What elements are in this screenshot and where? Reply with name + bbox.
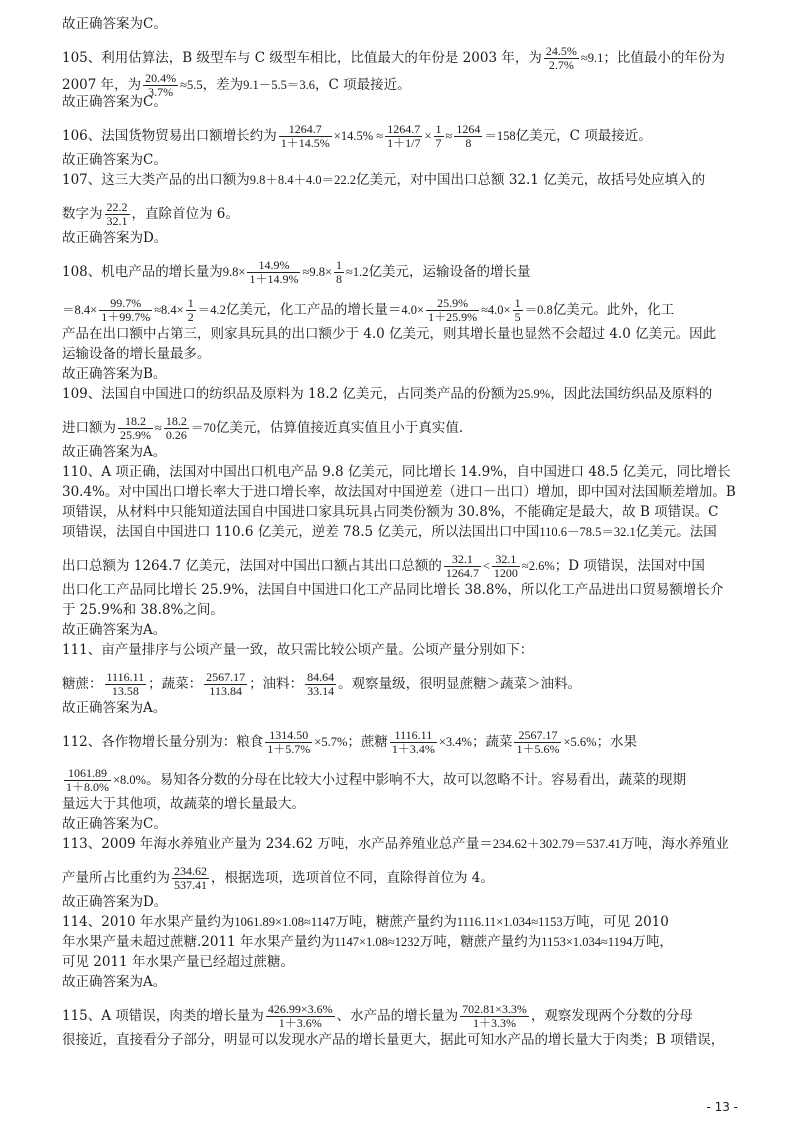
text-run: 产量所占比重约为 — [62, 870, 170, 886]
text-run: 。易知各分数的分母在比较大小过程中影响不大，故可以忽略不计。容易看出，蔬菜的现期 — [146, 772, 687, 788]
fraction — [334, 259, 344, 286]
q112-line-3 — [62, 794, 742, 814]
text-run: 114、2010 年水果产量约为 — [62, 914, 235, 930]
text-run: 1116.11×1.034≈1153 — [456, 915, 563, 929]
text-run: ；蔬菜 — [471, 734, 513, 750]
q113-line-2 — [62, 854, 742, 892]
q115-line-1 — [62, 992, 742, 1030]
text-run: ，C 项最接近。 — [315, 77, 411, 93]
text-run: 9.1－5.5＝3.6 — [243, 78, 316, 92]
q106-line-1 — [62, 112, 742, 150]
q115-line-2 — [62, 1030, 742, 1050]
denominator: 1＋14.5% — [280, 136, 330, 150]
text-run: 数字为 — [62, 206, 103, 222]
text-run: 30.4%。对中国出口增长率大于进口增长率，故法国对中国逆差（进口－出口）增加，即中国对法国顺差增加。B — [62, 484, 736, 500]
denominator: 1＋3.6% — [278, 1016, 322, 1030]
q108-line-4 — [62, 344, 742, 364]
answer-line — [62, 150, 742, 170]
fraction — [460, 1003, 529, 1030]
text-run: 万吨，可见 2010 — [562, 914, 669, 930]
text-run: 106、法国货物贸易出口额增长约为 — [62, 128, 277, 144]
text-run: ≈9.8× — [302, 265, 333, 279]
text-run: 故正确答案为C。 — [62, 16, 167, 32]
text-run: ≈1.2 — [346, 265, 369, 279]
numerator: 702.81×3.3% — [462, 1002, 527, 1016]
text-run: 4.0× — [401, 303, 425, 317]
text-run: ，直除首位为 6。 — [131, 206, 239, 222]
text-run-group — [62, 201, 239, 228]
denominator: 32.1 — [106, 214, 128, 228]
q109-line-2 — [62, 404, 742, 442]
fraction — [105, 201, 130, 228]
fraction — [118, 415, 153, 442]
text-run: 故正确答案为D。 — [62, 230, 168, 246]
text-run: 1153×1.034≈1194 — [541, 935, 633, 949]
fraction — [514, 729, 561, 756]
text-run: 产品在出口额中占第三，则家具玩具的出口额少于 4.0 亿美元，则其增长量也显然不会超过 4.0 亿美元。因此 — [62, 326, 717, 342]
denominator: 1＋5.6% — [516, 742, 560, 756]
fraction — [492, 553, 520, 580]
denominator: 1＋25.9% — [428, 310, 478, 324]
text-run: ≈ — [445, 129, 453, 143]
text-run: < — [482, 559, 490, 573]
numerator: 84.64 — [307, 670, 335, 684]
q109-line-1 — [62, 384, 742, 404]
answer-line — [62, 228, 742, 248]
denominator: 0.26 — [165, 428, 187, 442]
text-run: 故正确答案为A。 — [62, 974, 167, 990]
numerator: 426.99×3.6% — [267, 1002, 333, 1016]
q105-line-2 — [62, 71, 742, 99]
numerator: 1116.11 — [390, 729, 437, 743]
q112-line-2 — [62, 756, 742, 794]
text-run: 故正确答案为C。 — [62, 816, 167, 832]
fraction — [390, 729, 437, 756]
text-run: 万吨，糖蔗产量约为 — [419, 934, 542, 950]
denominator: 1＋14.9% — [249, 272, 299, 286]
text-run-group — [62, 553, 705, 580]
numerator: 234.62 — [174, 864, 207, 878]
text-run: × — [424, 129, 432, 143]
denominator: 5 — [514, 310, 521, 324]
text-run: ；D 项错误，法国对中国 — [554, 558, 705, 574]
denominator: 1264.7 — [445, 566, 479, 580]
numerator: 20.4% — [145, 71, 177, 85]
text-run: 故正确答案为C。 — [62, 152, 167, 168]
text-run: ×5.7% — [314, 735, 348, 749]
text-run: ＝158 — [484, 129, 516, 143]
q108-line-3 — [62, 324, 742, 344]
fraction — [305, 671, 336, 698]
text-run: 113、2009 年海水养殖业产量为 234.62 万吨，水产品养殖业总产量＝ — [62, 836, 493, 852]
fraction — [434, 123, 444, 150]
q113-line-1 — [62, 834, 742, 854]
numerator: 18.2 — [165, 414, 187, 428]
q110-line-4 — [62, 522, 742, 542]
denominator: 1＋3.3% — [472, 1016, 516, 1030]
document-body — [62, 14, 742, 1050]
denominator: 1＋3.4% — [391, 742, 435, 756]
text-run-group — [62, 259, 531, 286]
text-run: ≈ — [155, 421, 162, 435]
numerator: 2567.17 — [206, 670, 246, 684]
text-run: 很接近，直接看分子部分，明显可以发现水产品的增长量更大，据此可知水产品的增长量大于肉类；B 项错误， — [62, 1032, 725, 1048]
answer-line — [62, 972, 742, 992]
fraction — [444, 553, 481, 580]
text-run: 110.6－78.5＝32.1 — [539, 525, 636, 539]
text-run: 亿美元，化工产品的增长量＝ — [225, 302, 402, 318]
fraction — [266, 1003, 335, 1030]
text-run: 故正确答案为A。 — [62, 700, 167, 716]
fraction — [247, 259, 300, 286]
numerator: 1 — [514, 296, 521, 310]
numerator: 32.1 — [444, 553, 481, 567]
answer-line — [62, 364, 742, 384]
denominator: 2.7% — [548, 58, 574, 72]
denominator: 8 — [465, 136, 472, 150]
text-run: 亿美元，对中国出口总额 32.1 亿美元，故括号处应填入的 — [356, 172, 706, 188]
fraction — [513, 297, 523, 324]
numerator: 1061.89 — [64, 767, 111, 781]
text-run: ×8.0% — [113, 773, 147, 787]
text-run: 可见 2011 年水果产量已经超过蔗糖。 — [62, 954, 294, 970]
text-run: ＝4.2 — [197, 303, 226, 317]
text-run: 亿美元，C 项最接近。 — [515, 128, 652, 144]
text-run: ＝8.4× — [62, 303, 98, 317]
text-run: 109、法国自中国进口的纺织品及原料为 18.2 亿美元，占同类产品的份额为 — [62, 386, 518, 402]
answer-line — [62, 92, 742, 112]
q111-line-1 — [62, 640, 742, 660]
numerator: 1 — [336, 258, 343, 272]
numerator: 1264.7 — [385, 123, 422, 137]
denominator: 1＋99.7% — [101, 310, 151, 324]
fraction — [204, 671, 247, 698]
text-run: 107、这三大类产品的出口额为 — [62, 172, 250, 188]
text-run: ≈4.0× — [481, 303, 511, 317]
text-run-group — [62, 767, 686, 794]
text-run: 出口总额为 1264.7 亿美元，法国对中国出口额占其出口总额的 — [62, 558, 442, 574]
text-run: 万吨，海水养殖业 — [620, 836, 729, 852]
fraction — [279, 123, 332, 150]
text-run-group — [62, 729, 637, 756]
text-run: 故正确答案为A。 — [62, 444, 167, 460]
text-run: ≈9.1 — [580, 51, 604, 65]
text-run: 故正确答案为C。 — [62, 94, 167, 110]
denominator: 3.7% — [148, 85, 174, 99]
fraction — [385, 123, 422, 150]
text-run: 亿美元，运输设备的增长量 — [368, 264, 531, 280]
denominator: 8 — [336, 272, 343, 286]
fraction — [172, 865, 209, 892]
text-run-group — [62, 297, 674, 324]
fraction — [426, 297, 479, 324]
fraction — [99, 297, 152, 324]
text-run: ；油料： — [249, 676, 304, 692]
denominator: 1＋8.0% — [66, 780, 109, 794]
text-run: 于 25.9%和 38.8%之间。 — [62, 602, 224, 618]
text-run-group — [62, 415, 463, 442]
q110-line-7 — [62, 600, 742, 620]
text-run: ，根据选项，选项首位不同，直除得首位为 4。 — [211, 870, 494, 886]
denominator: 1＋5.7% — [267, 742, 311, 756]
q110-line-6 — [62, 580, 742, 600]
q111-line-2 — [62, 660, 742, 698]
numerator: 32.1 — [492, 553, 520, 567]
q107-line-2 — [62, 190, 742, 228]
numerator: 1314.50 — [265, 729, 312, 743]
text-run: 亿美元。法国 — [635, 524, 717, 540]
text-run: ≈5.5 — [180, 78, 203, 92]
text-run: ，差为 — [202, 77, 244, 93]
q110-line-1 — [62, 462, 742, 482]
text-run: ×3.4% — [438, 735, 472, 749]
q105-line-1 — [62, 34, 742, 72]
text-run: ；蔗糖 — [347, 734, 388, 750]
q108-line-2 — [62, 286, 742, 324]
q114-line-3 — [62, 952, 742, 972]
text-run: ＝70 — [190, 421, 216, 435]
numerator: 1264 — [456, 122, 481, 136]
fraction — [544, 45, 579, 72]
denominator: 13.58 — [111, 684, 139, 698]
denominator: 25.9% — [120, 428, 151, 442]
answer-line — [62, 620, 742, 640]
text-run-group — [62, 671, 581, 698]
text-run: 亿美元。此外，化工 — [552, 302, 675, 318]
text-run: 110、A 项正确，法国对中国出口机电产品 9.8 亿美元，同比增长 14.9%，自中国进口 48.5 亿美元，同比增长 — [62, 464, 731, 480]
text-run-group — [62, 45, 725, 72]
text-run: 年水果产量未超过蔗糖.2011 年水果产量约为 — [62, 934, 335, 950]
numerator: 1 — [435, 122, 442, 136]
text-run: 2007 年，为 — [62, 77, 142, 93]
q112-line-1 — [62, 718, 742, 756]
text-run: 9.8× — [222, 265, 246, 279]
fraction — [454, 123, 482, 150]
numerator: 25.9% — [426, 297, 479, 311]
q108-line-1 — [62, 248, 742, 286]
text-run: 1061.89×1.08≈1147 — [234, 915, 336, 929]
text-run: ＝0.8 — [524, 303, 553, 317]
q114-line-2 — [62, 932, 742, 952]
text-run: 亿美元，估算值接近真实值且小于真实值. — [215, 420, 464, 436]
text-run: 万吨， — [632, 934, 673, 950]
numerator: 1 — [187, 296, 194, 310]
text-run: 111、亩产量排序与公顷产量一致，故只需比较公顷产量。公顷产量分别如下： — [62, 642, 534, 658]
numerator: 1264.7 — [279, 123, 332, 137]
denominator: 113.84 — [209, 684, 242, 698]
text-run: 万吨，糖蔗产量约为 — [335, 914, 457, 930]
fraction — [186, 297, 196, 324]
text-run: 105、利用估算法，B 级型车与 C 级型车相比，比值最大的年份是 2003 年，为 — [62, 50, 542, 66]
fraction — [105, 671, 147, 698]
text-run-group — [62, 1003, 693, 1030]
text-run: 。观察量级，很明显蔗糖＞蔬菜＞油料。 — [338, 676, 582, 692]
text-run: 9.8＋8.4＋4.0＝22.2 — [249, 173, 357, 187]
text-run-group — [62, 123, 652, 150]
answer-line — [62, 698, 742, 718]
text-run: ×14.5% ≈ — [333, 129, 384, 143]
text-run: 115、A 项错误，肉类的增长量为 — [62, 1008, 264, 1024]
text-run: 108、机电产品的增长量为 — [62, 264, 223, 280]
text-run: 故正确答案为B。 — [62, 366, 167, 382]
numerator: 99.7% — [99, 297, 152, 311]
text-run: ，因此法国纺织品及原料的 — [550, 386, 713, 402]
numerator: 18.2 — [118, 415, 153, 429]
denominator: 33.14 — [307, 684, 335, 698]
text-run: 项错误，法国自中国进口 110.6 亿美元，逆差 78.5 亿美元，所以法国出口中国 — [62, 524, 540, 540]
numerator: 2567.17 — [514, 729, 561, 743]
fraction — [64, 767, 111, 794]
denominator: 1＋1/7 — [387, 136, 421, 150]
q107-line-1 — [62, 170, 742, 190]
numerator: 1116.11 — [106, 670, 145, 684]
text-run: ×5.6% — [563, 735, 597, 749]
text-run-group — [62, 865, 494, 892]
text-run: ；比值最小的年份为 — [603, 50, 725, 66]
text-run: 故正确答案为D。 — [62, 894, 168, 910]
q114-line-1 — [62, 912, 742, 932]
numerator: 22.2 — [106, 200, 128, 214]
text-run: 25.9% — [517, 387, 551, 401]
answer-line — [62, 442, 742, 462]
answer-line — [62, 14, 742, 34]
text-run: 量远大于其他项，故蔬菜的增长量最大。 — [62, 796, 305, 812]
text-run: 234.62＋302.79＝537.41 — [492, 837, 621, 851]
text-run: 进口额为 — [62, 420, 116, 436]
denominator: 7 — [435, 136, 442, 150]
denominator: 1200 — [493, 566, 518, 580]
denominator: 2 — [187, 310, 194, 324]
q110-line-5 — [62, 542, 742, 580]
text-run: ，观察发现两个分数的分母 — [530, 1008, 693, 1024]
text-run: ≈2.6% — [521, 559, 555, 573]
text-run: 1147×1.08≈1232 — [334, 935, 420, 949]
fraction — [164, 415, 189, 442]
text-run: ；水果 — [596, 734, 638, 750]
denominator: 537.41 — [174, 878, 207, 892]
text-run: 项错误，从材料中只能知道法国自中国进口家具玩具占同类份额为 30.8%，不能确定是最大，故 B 项错误。C — [62, 504, 719, 520]
text-run: 、水产品的增长量为 — [336, 1008, 459, 1024]
answer-line — [62, 814, 742, 834]
text-run: 112、各作物增长量分别为：粮食 — [62, 734, 264, 750]
text-run: 运输设备的增长量最多。 — [62, 346, 211, 362]
page-number: - 13 - — [706, 1100, 738, 1114]
text-run: 糖蔗： — [62, 676, 103, 692]
answer-line — [62, 892, 742, 912]
q110-line-2 — [62, 482, 742, 502]
fraction — [265, 729, 312, 756]
text-run: 故正确答案为A。 — [62, 622, 167, 638]
numerator: 24.5% — [545, 44, 577, 58]
text-run: ；蔬菜： — [148, 676, 203, 692]
text-run: 出口化工产品同比增长 25.9%，法国自中国进口化工产品同比增长 38.8%，所以化工产品进出口贸易额增长介 — [62, 582, 724, 598]
q110-line-3 — [62, 502, 742, 522]
text-run: ≈8.4× — [154, 303, 184, 317]
numerator: 14.9% — [247, 259, 300, 273]
